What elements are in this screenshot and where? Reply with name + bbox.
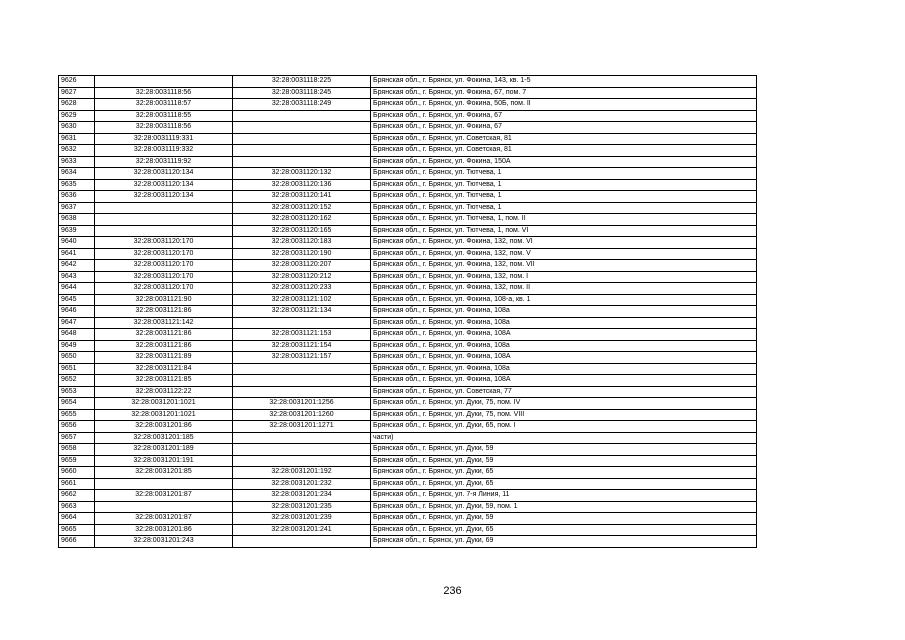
- address-cell: Брянская обл., г. Брянск, ул. Фокина, 108а: [371, 306, 757, 318]
- table-row: [59, 455, 757, 467]
- address-cell: Брянская обл., г. Брянск, ул. Дуки, 65: [371, 467, 757, 479]
- address-cell: Брянская обл., г. Брянск, ул. Фокина, 108-а, кв. 1: [371, 294, 757, 306]
- cadastral-parent-cell: [95, 225, 233, 237]
- cadastral-parent-cell: 32:28:0031118:57: [95, 99, 233, 111]
- address-cell: Брянская обл., г. Брянск, ул. Фокина, 150А: [371, 156, 757, 168]
- row-number-cell: 9635: [59, 179, 95, 191]
- row-number-cell: 9659: [59, 455, 95, 467]
- address-cell: Брянская обл., г. Брянск, ул. Дуки, 59, пом. 1: [371, 501, 757, 513]
- table-row: [59, 409, 757, 421]
- cadastral-parent-cell: 32:28:0031201:1021: [95, 398, 233, 410]
- table-row: [59, 202, 757, 214]
- row-number-cell: 9666: [59, 536, 95, 548]
- cadastral-number-cell: 32:28:0031120:132: [233, 168, 371, 180]
- address-cell: Брянская обл., г. Брянск, ул. Фокина, 108А: [371, 352, 757, 364]
- address-cell: Брянская обл., г. Брянск, ул. Тютчева, 1: [371, 168, 757, 180]
- cadastral-number-cell: 32:28:0031118:249: [233, 99, 371, 111]
- row-number-cell: 9642: [59, 260, 95, 272]
- cadastral-parent-cell: [95, 214, 233, 226]
- cadastral-parent-cell: 32:28:0031121:84: [95, 363, 233, 375]
- cadastral-number-cell: 32:28:0031120:141: [233, 191, 371, 203]
- table-row: [59, 432, 757, 444]
- cadastral-parent-cell: 32:28:0031120:170: [95, 237, 233, 249]
- row-number-cell: 9649: [59, 340, 95, 352]
- table-row: [59, 536, 757, 548]
- cadastral-number-cell: 32:28:0031118:225: [233, 76, 371, 88]
- address-cell: части): [371, 432, 757, 444]
- cadastral-parent-cell: 32:28:0031119:332: [95, 145, 233, 157]
- cadastral-parent-cell: 32:28:0031201:185: [95, 432, 233, 444]
- row-number-cell: 9656: [59, 421, 95, 433]
- cadastral-number-cell: 32:28:0031201:235: [233, 501, 371, 513]
- row-number-cell: 9627: [59, 87, 95, 99]
- cadastral-number-cell: [233, 536, 371, 548]
- cadastral-parent-cell: [95, 478, 233, 490]
- cadastral-parent-cell: 32:28:0031201:1021: [95, 409, 233, 421]
- table-row: [59, 168, 757, 180]
- address-cell: Брянская обл., г. Брянск, ул. Тютчева, 1: [371, 202, 757, 214]
- cadastral-number-cell: [233, 444, 371, 456]
- cadastral-number-cell: 32:28:0031201:1271: [233, 421, 371, 433]
- registry-table-body: [59, 76, 757, 548]
- address-cell: Брянская обл., г. Брянск, ул. Советская, 77: [371, 386, 757, 398]
- table-row: [59, 283, 757, 295]
- cadastral-parent-cell: 32:28:0031121:86: [95, 329, 233, 341]
- cadastral-parent-cell: 32:28:0031119:92: [95, 156, 233, 168]
- address-cell: Брянская обл., г. Брянск, ул. Дуки, 69: [371, 536, 757, 548]
- cadastral-parent-cell: 32:28:0031121:90: [95, 294, 233, 306]
- row-number-cell: 9643: [59, 271, 95, 283]
- cadastral-number-cell: [233, 156, 371, 168]
- address-cell: Брянская обл., г. Брянск, ул. Фокина, 132, пом. V: [371, 248, 757, 260]
- table-row: [59, 375, 757, 387]
- table-row: [59, 352, 757, 364]
- cadastral-parent-cell: 32:28:0031120:170: [95, 283, 233, 295]
- address-cell: Брянская обл., г. Брянск, ул. Фокина, 108А: [371, 375, 757, 387]
- cadastral-number-cell: 32:28:0031118:245: [233, 87, 371, 99]
- cadastral-number-cell: 32:28:0031120:152: [233, 202, 371, 214]
- cadastral-number-cell: [233, 133, 371, 145]
- cadastral-parent-cell: 32:28:0031201:191: [95, 455, 233, 467]
- address-cell: Брянская обл., г. Брянск, ул. Тютчева, 1, пом. VI: [371, 225, 757, 237]
- row-number-cell: 9655: [59, 409, 95, 421]
- cadastral-number-cell: 32:28:0031201:1260: [233, 409, 371, 421]
- table-row: [59, 179, 757, 191]
- row-number-cell: 9633: [59, 156, 95, 168]
- table-row: [59, 260, 757, 272]
- cadastral-number-cell: 32:28:0031201:1256: [233, 398, 371, 410]
- cadastral-parent-cell: 32:28:0031121:86: [95, 306, 233, 318]
- table-row: [59, 225, 757, 237]
- row-number-cell: 9646: [59, 306, 95, 318]
- row-number-cell: 9639: [59, 225, 95, 237]
- table-row: [59, 156, 757, 168]
- address-cell: Брянская обл., г. Брянск, ул. Дуки, 59: [371, 444, 757, 456]
- cadastral-parent-cell: 32:28:0031201:87: [95, 490, 233, 502]
- cadastral-number-cell: [233, 110, 371, 122]
- row-number-cell: 9652: [59, 375, 95, 387]
- row-number-cell: 9634: [59, 168, 95, 180]
- row-number-cell: 9638: [59, 214, 95, 226]
- cadastral-parent-cell: 32:28:0031120:134: [95, 168, 233, 180]
- row-number-cell: 9632: [59, 145, 95, 157]
- cadastral-number-cell: 32:28:0031121:134: [233, 306, 371, 318]
- table-row: [59, 110, 757, 122]
- cadastral-number-cell: 32:28:0031120:162: [233, 214, 371, 226]
- row-number-cell: 9645: [59, 294, 95, 306]
- row-number-cell: 9654: [59, 398, 95, 410]
- row-number-cell: 9661: [59, 478, 95, 490]
- address-cell: Брянская обл., г. Брянск, ул. Дуки, 75, пом. IV: [371, 398, 757, 410]
- cadastral-number-cell: 32:28:0031121:153: [233, 329, 371, 341]
- address-cell: Брянская обл., г. Брянск, ул. Тютчева, 1: [371, 179, 757, 191]
- cadastral-parent-cell: 32:28:0031120:170: [95, 260, 233, 272]
- address-cell: Брянская обл., г. Брянск, ул. Фокина, 132, пом. I: [371, 271, 757, 283]
- cadastral-number-cell: 32:28:0031120:165: [233, 225, 371, 237]
- address-cell: Брянская обл., г. Брянск, ул. Советская, 81: [371, 133, 757, 145]
- cadastral-parent-cell: 32:28:0031201:243: [95, 536, 233, 548]
- cadastral-parent-cell: 32:28:0031121:85: [95, 375, 233, 387]
- page-number: 236: [443, 585, 462, 597]
- row-number-cell: 9662: [59, 490, 95, 502]
- cadastral-parent-cell: 32:28:0031120:170: [95, 271, 233, 283]
- cadastral-parent-cell: [95, 76, 233, 88]
- row-number-cell: 9650: [59, 352, 95, 364]
- cadastral-parent-cell: [95, 501, 233, 513]
- row-number-cell: 9631: [59, 133, 95, 145]
- address-cell: Брянская обл., г. Брянск, ул. Тютчева, 1, пом. II: [371, 214, 757, 226]
- row-number-cell: 9630: [59, 122, 95, 134]
- row-number-cell: 9653: [59, 386, 95, 398]
- cadastral-number-cell: 32:28:0031120:212: [233, 271, 371, 283]
- table-row: [59, 76, 757, 88]
- cadastral-number-cell: 32:28:0031201:241: [233, 524, 371, 536]
- row-number-cell: 9664: [59, 513, 95, 525]
- row-number-cell: 9648: [59, 329, 95, 341]
- table-row: [59, 306, 757, 318]
- address-cell: Брянская обл., г. Брянск, ул. Фокина, 108А: [371, 329, 757, 341]
- cadastral-number-cell: [233, 432, 371, 444]
- address-cell: Брянская обл., г. Брянск, ул. Фокина, 67, пом. 7: [371, 87, 757, 99]
- cadastral-number-cell: [233, 363, 371, 375]
- address-cell: Брянская обл., г. Брянск, ул. Фокина, 50Б, пом. II: [371, 99, 757, 111]
- row-number-cell: 9629: [59, 110, 95, 122]
- address-cell: Брянская обл., г. Брянск, ул. 7-я Линия, 11: [371, 490, 757, 502]
- cadastral-parent-cell: 32:28:0031201:85: [95, 467, 233, 479]
- address-cell: Брянская обл., г. Брянск, ул. Советская, 81: [371, 145, 757, 157]
- table-row: [59, 467, 757, 479]
- cadastral-parent-cell: 32:28:0031118:56: [95, 122, 233, 134]
- address-cell: Брянская обл., г. Брянск, ул. Фокина, 132, пом. VI: [371, 237, 757, 249]
- registry-table: [58, 75, 757, 548]
- row-number-cell: 9641: [59, 248, 95, 260]
- cadastral-parent-cell: 32:28:0031122:22: [95, 386, 233, 398]
- cadastral-parent-cell: 32:28:0031118:56: [95, 87, 233, 99]
- row-number-cell: 9644: [59, 283, 95, 295]
- cadastral-parent-cell: 32:28:0031201:189: [95, 444, 233, 456]
- cadastral-parent-cell: 32:28:0031120:134: [95, 179, 233, 191]
- cadastral-parent-cell: 32:28:0031121:86: [95, 340, 233, 352]
- cadastral-parent-cell: 32:28:0031201:86: [95, 421, 233, 433]
- cadastral-parent-cell: 32:28:0031120:134: [95, 191, 233, 203]
- table-row: [59, 294, 757, 306]
- row-number-cell: 9651: [59, 363, 95, 375]
- cadastral-parent-cell: 32:28:0031201:87: [95, 513, 233, 525]
- address-cell: Брянская обл., г. Брянск, ул. Фокина, 108а: [371, 363, 757, 375]
- row-number-cell: 9640: [59, 237, 95, 249]
- cadastral-number-cell: 32:28:0031201:234: [233, 490, 371, 502]
- cadastral-number-cell: 32:28:0031120:190: [233, 248, 371, 260]
- cadastral-number-cell: 32:28:0031121:102: [233, 294, 371, 306]
- cadastral-number-cell: [233, 455, 371, 467]
- cadastral-number-cell: 32:28:0031201:232: [233, 478, 371, 490]
- cadastral-number-cell: [233, 145, 371, 157]
- table-row: [59, 490, 757, 502]
- cadastral-number-cell: [233, 386, 371, 398]
- table-row: [59, 386, 757, 398]
- table-row: [59, 478, 757, 490]
- address-cell: Брянская обл., г. Брянск, ул. Фокина, 67: [371, 110, 757, 122]
- cadastral-parent-cell: 32:28:0031121:89: [95, 352, 233, 364]
- row-number-cell: 9647: [59, 317, 95, 329]
- cadastral-number-cell: 32:28:0031121:157: [233, 352, 371, 364]
- table-row: [59, 513, 757, 525]
- cadastral-parent-cell: 32:28:0031201:86: [95, 524, 233, 536]
- address-cell: Брянская обл., г. Брянск, ул. Дуки, 59: [371, 513, 757, 525]
- address-cell: Брянская обл., г. Брянск, ул. Тютчева, 1: [371, 191, 757, 203]
- cadastral-parent-cell: [95, 202, 233, 214]
- cadastral-number-cell: [233, 317, 371, 329]
- address-cell: Брянская обл., г. Брянск, ул. Дуки, 65: [371, 478, 757, 490]
- table-row: [59, 421, 757, 433]
- cadastral-parent-cell: 32:28:0031120:170: [95, 248, 233, 260]
- table-row: [59, 248, 757, 260]
- row-number-cell: 9660: [59, 467, 95, 479]
- table-row: [59, 99, 757, 111]
- table-row: [59, 329, 757, 341]
- cadastral-number-cell: [233, 375, 371, 387]
- cadastral-number-cell: 32:28:0031120:183: [233, 237, 371, 249]
- table-row: [59, 133, 757, 145]
- cadastral-parent-cell: 32:28:0031121:142: [95, 317, 233, 329]
- row-number-cell: 9663: [59, 501, 95, 513]
- row-number-cell: 9637: [59, 202, 95, 214]
- table-row: [59, 444, 757, 456]
- cadastral-parent-cell: 32:28:0031118:55: [95, 110, 233, 122]
- cadastral-number-cell: 32:28:0031120:233: [233, 283, 371, 295]
- cadastral-number-cell: 32:28:0031120:136: [233, 179, 371, 191]
- table-row: [59, 340, 757, 352]
- cadastral-parent-cell: 32:28:0031119:331: [95, 133, 233, 145]
- table-row: [59, 363, 757, 375]
- table-row: [59, 317, 757, 329]
- row-number-cell: 9658: [59, 444, 95, 456]
- table-row: [59, 145, 757, 157]
- address-cell: Брянская обл., г. Брянск, ул. Фокина, 67: [371, 122, 757, 134]
- table-row: [59, 191, 757, 203]
- row-number-cell: 9636: [59, 191, 95, 203]
- table-row: [59, 214, 757, 226]
- table-row: [59, 271, 757, 283]
- address-cell: Брянская обл., г. Брянск, ул. Фокина, 132, пом. VII: [371, 260, 757, 272]
- table-row: [59, 524, 757, 536]
- address-cell: Брянская обл., г. Брянск, ул. Дуки, 59: [371, 455, 757, 467]
- cadastral-number-cell: 32:28:0031201:239: [233, 513, 371, 525]
- table-row: [59, 87, 757, 99]
- row-number-cell: 9628: [59, 99, 95, 111]
- cadastral-number-cell: 32:28:0031121:154: [233, 340, 371, 352]
- cadastral-number-cell: 32:28:0031201:192: [233, 467, 371, 479]
- address-cell: Брянская обл., г. Брянск, ул. Фокина, 132, пом. II: [371, 283, 757, 295]
- row-number-cell: 9657: [59, 432, 95, 444]
- address-cell: Брянская обл., г. Брянск, ул. Фокина, 108а: [371, 340, 757, 352]
- table-row: [59, 398, 757, 410]
- row-number-cell: 9626: [59, 76, 95, 88]
- table-row: [59, 501, 757, 513]
- address-cell: Брянская обл., г. Брянск, ул. Фокина, 108а: [371, 317, 757, 329]
- address-cell: Брянская обл., г. Брянск, ул. Фокина, 143, кв. 1-5: [371, 76, 757, 88]
- table-row: [59, 122, 757, 134]
- cadastral-number-cell: [233, 122, 371, 134]
- table-row: [59, 237, 757, 249]
- address-cell: Брянская обл., г. Брянск, ул. Дуки, 75, пом. VIII: [371, 409, 757, 421]
- row-number-cell: 9665: [59, 524, 95, 536]
- address-cell: Брянская обл., г. Брянск, ул. Дуки, 65, пом. I: [371, 421, 757, 433]
- cadastral-number-cell: 32:28:0031120:207: [233, 260, 371, 272]
- address-cell: Брянская обл., г. Брянск, ул. Дуки, 65: [371, 524, 757, 536]
